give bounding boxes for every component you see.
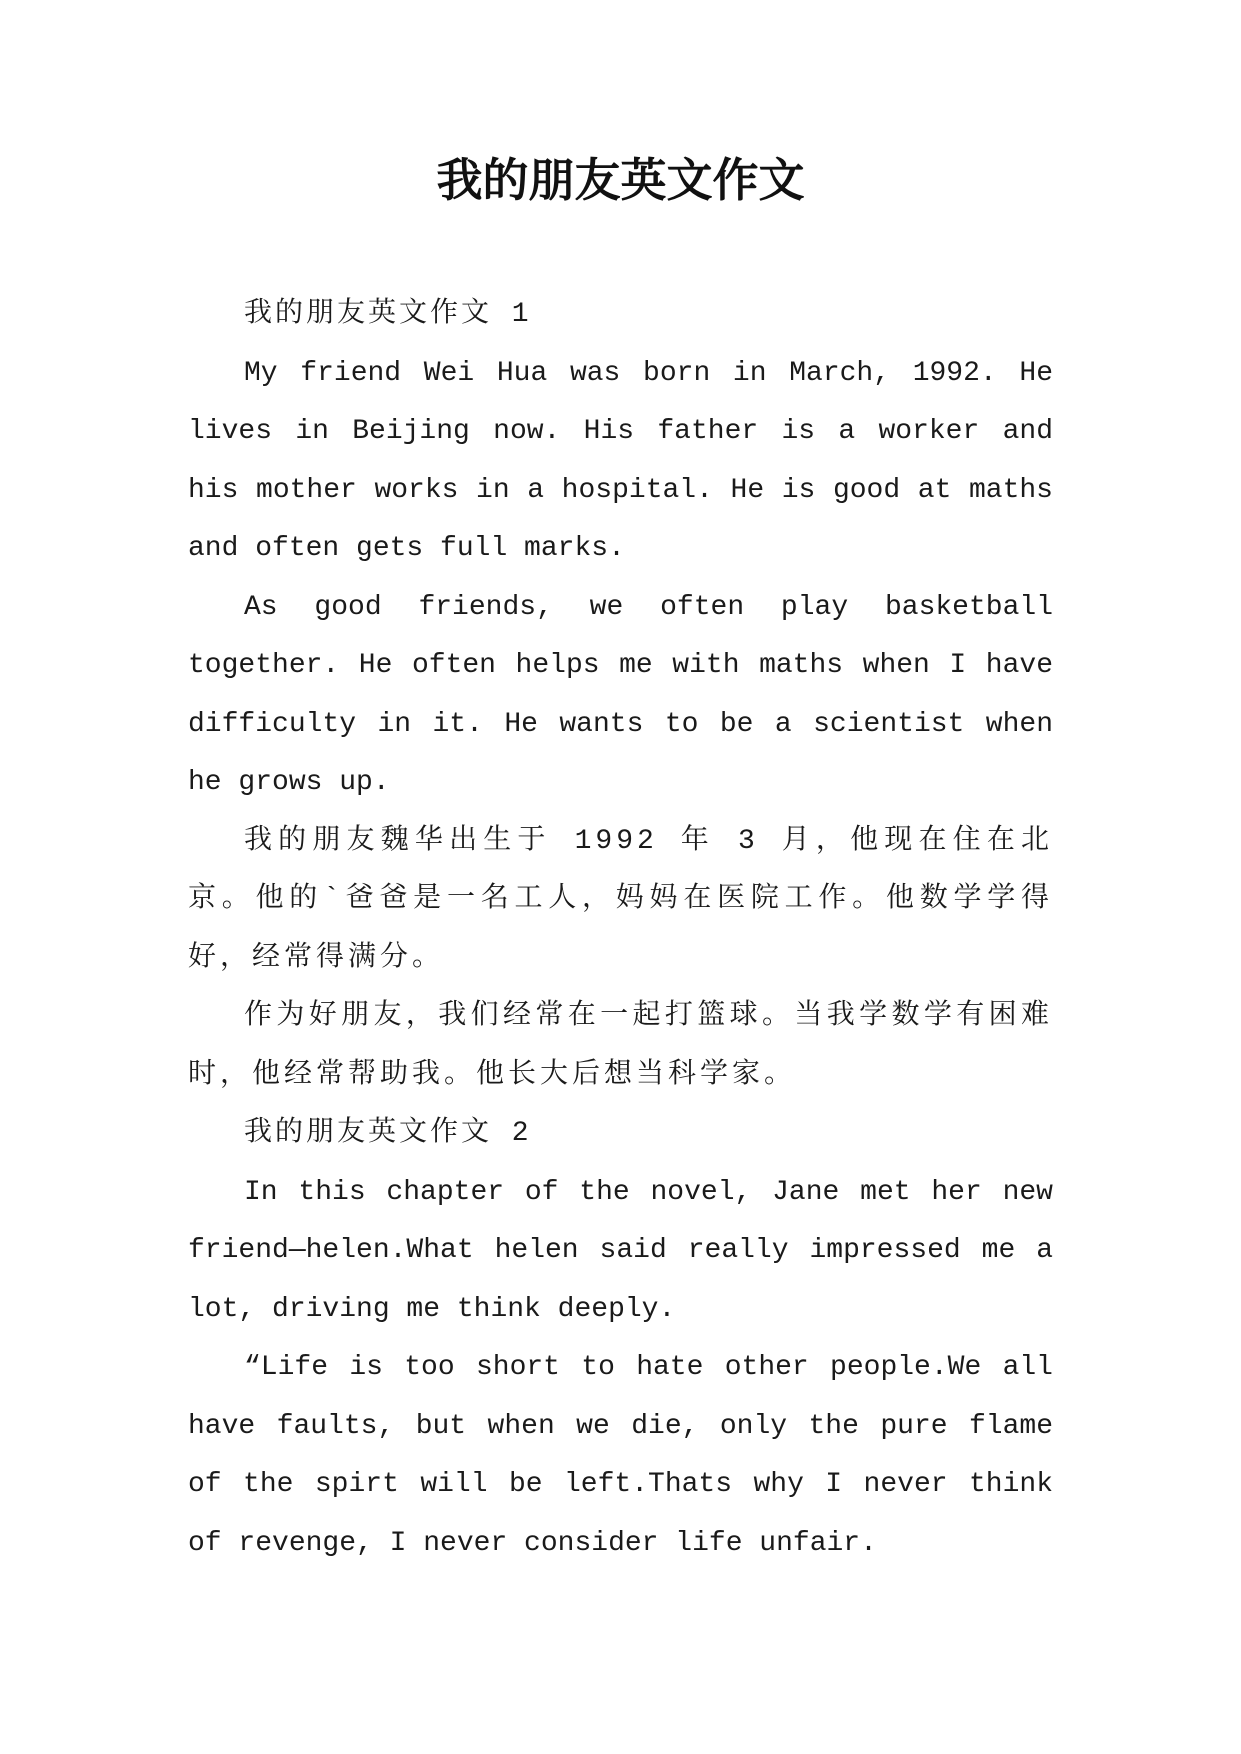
document-body bbox=[188, 286, 1053, 1573]
paragraph-en-2: As good friends, we often play basketball together. He often helps me with maths when I have difficulty in it. He wants to be a scientist when he grows up. bbox=[188, 591, 1053, 798]
paragraph-cn-1: 我的朋友魏华出生于 1992 年 3 月，他现在住在北京。他的`爸爸是一名工人，妈妈在医院工作。他数学学得好，经常得满分。 bbox=[188, 825, 1053, 974]
paragraph-en-3: In this chapter of the novel, Jane met her new friend—helen.What helen said really impressed me a lot, driving me think deeply. bbox=[188, 1176, 1053, 1325]
paragraph-en-1: My friend Wei Hua was born in March, 1992. He lives in Beijing now. His father is a worker and his mother works in a hospital. He is good at maths and often gets full marks. bbox=[188, 357, 1053, 564]
paragraph-cn-2: 作为好朋友，我们经常在一起打篮球。当我学数学有困难时，他经常帮助我。他长大后想当科学家。 bbox=[188, 1001, 1053, 1091]
essay-heading-1: 我的朋友英文作文 1 bbox=[244, 299, 532, 330]
essay-heading-2: 我的朋友英文作文 2 bbox=[244, 1118, 532, 1149]
document-title: 我的朋友英文作文 bbox=[436, 153, 805, 207]
paragraph-en-4: “Life is too short to hate other people.We all have faults, but when we die, only the pure flame of the spirt will be left.Thats why I never think of revenge, I never consider life unfair. bbox=[188, 1352, 1053, 1559]
